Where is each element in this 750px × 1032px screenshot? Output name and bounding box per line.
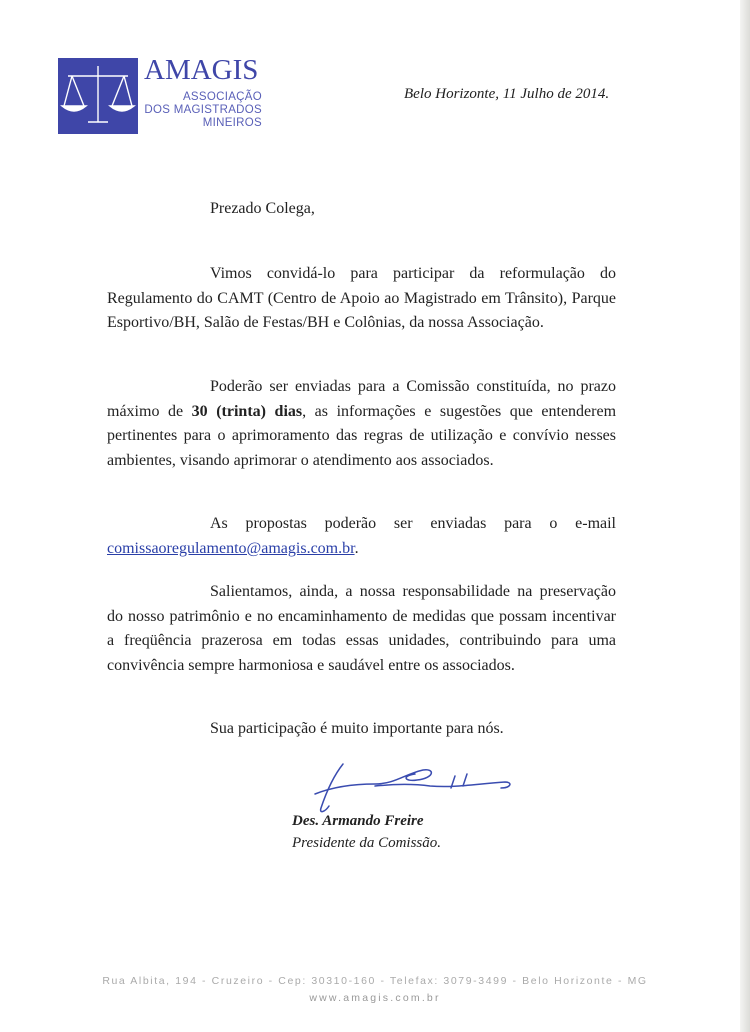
- paragraph-text: Poderão ser enviadas para a Comissão constituída, no prazo máximo de: [107, 378, 616, 420]
- paragraph-deadline: [107, 375, 616, 473]
- email-link[interactable]: comissaoregulamento@amagis.com.br: [107, 539, 355, 557]
- paragraph-text: , as informações e sugestões que entenderem pertinentes para o aprimoramento das regras de utilização e convívio nesses ambientes, visando aprimorar o atendimento aos associados.: [107, 402, 617, 469]
- deadline-number: 30: [191, 402, 208, 420]
- deadline-days: dias: [274, 402, 303, 420]
- paragraph-text: .: [354, 539, 359, 557]
- signer-role: Presidente da Comissão.: [292, 835, 442, 851]
- page-edge-shadow: [740, 0, 750, 1032]
- paragraph-invitation: Vimos convidá-lo para participar da reformulação do Regulamento do CAMT (Centro de Apoio ao Magistrado em Trânsito), Parque Esportivo/BH, Salão de Festas/BH e Colônias, da nossa Associação.: [107, 265, 616, 331]
- amagis-logo: [58, 54, 264, 134]
- letter-date: Belo Horizonte, 11 Julho de 2014.: [404, 86, 610, 102]
- signer-block: [292, 810, 441, 854]
- logo-subtitle-line: ASSOCIAÇÃO: [182, 91, 262, 103]
- deadline-words: (trinta): [216, 402, 266, 420]
- footer-website[interactable]: www.amagis.com.br: [309, 992, 441, 1004]
- paragraph-text: As propostas poderão ser enviadas para o e-mail: [210, 515, 616, 532]
- logo-subtitle-line: MINEIROS: [202, 117, 262, 129]
- logo-name: AMAGIS: [144, 54, 259, 86]
- footer-address: Rua Albita, 194 - Cruzeiro - Cep: 30310-160 - Telefax: 3079-3499 - Belo Horizonte - MG: [102, 975, 648, 987]
- paragraph-email: [107, 512, 616, 561]
- signer-name: Des. Armando Freire: [292, 813, 424, 829]
- logo-subtitle: [142, 91, 262, 130]
- paragraph-responsibility: Salientamos, ainda, a nossa responsabilidade na preservação do nosso patrimônio e no encaminhamento de medidas que possam incentivar a freqüência prazerosa em todas essas unidades, contribuindo para uma convivência sempre harmoniosa e saudável entre os associados.: [107, 583, 616, 674]
- paragraph-closing: Sua participação é muito importante para nós.: [210, 720, 504, 737]
- salutation: Prezado Colega,: [210, 200, 315, 217]
- scales-of-justice-icon: [58, 58, 138, 134]
- logo-subtitle-line: DOS MAGISTRADOS: [144, 104, 262, 116]
